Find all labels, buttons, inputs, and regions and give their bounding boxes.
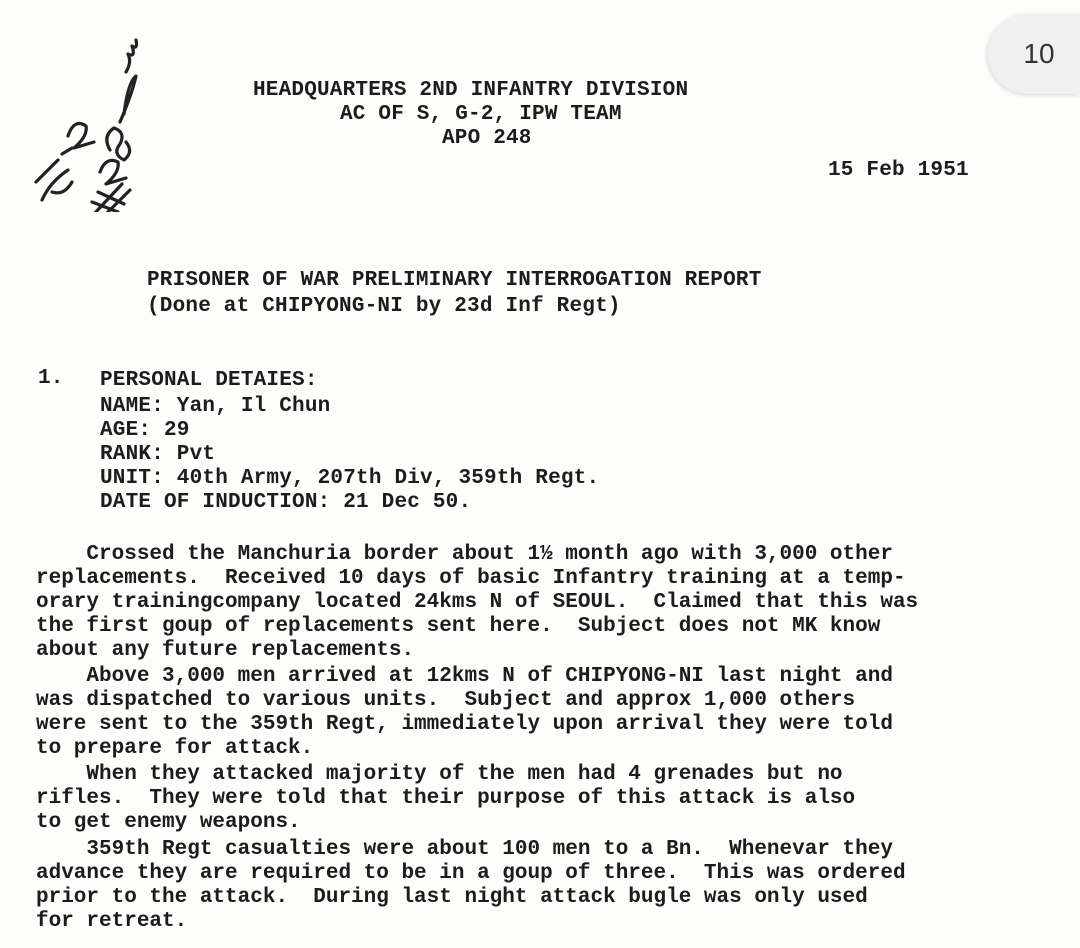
paragraph-line: was dispatched to various units. Subject and approx 1,000 others <box>36 689 856 712</box>
detail-age: AGE: 29 <box>100 419 190 442</box>
paragraph-line: the first goup of replacements sent here. Subject does not MK know <box>36 615 881 638</box>
detail-induction: DATE OF INDUCTION: 21 Dec 50. <box>100 491 472 514</box>
paragraph-line: Above 3,000 men arrived at 12kms N of CHIPYONG-NI last night and <box>36 665 893 688</box>
report-date: 15 Feb 1951 <box>828 159 969 182</box>
paragraph-line: advance they are required to be in a goup of three. This was ordered <box>36 862 906 885</box>
report-subtitle: (Done at CHIPYONG-NI by 23d Inf Regt) <box>147 295 621 318</box>
paragraph-3 <box>36 763 1076 835</box>
paragraph-line: prior to the attack. During last night attack bugle was only used <box>36 886 868 909</box>
handwritten-annotation-icon <box>28 32 138 212</box>
header-line-3: APO 248 <box>442 127 532 150</box>
paragraph-line: to prepare for attack. <box>36 737 314 760</box>
section-number: 1. <box>38 367 64 390</box>
detail-unit: UNIT: 40th Army, 207th Div, 359th Regt. <box>100 467 600 490</box>
paragraph-line: were sent to the 359th Regt, immediately upon arrival they were told <box>36 713 893 736</box>
paragraph-line: rifles. They were told that their purpose of this attack is also <box>36 787 856 810</box>
section-heading: PERSONAL DETAIES: <box>100 369 318 392</box>
paragraph-line: Crossed the Manchuria border about 1½ month ago with 3,000 other <box>36 543 893 566</box>
page-indicator <box>988 14 1080 94</box>
detail-name: NAME: Yan, Il Chun <box>100 395 331 418</box>
paragraph-line: When they attacked majority of the men had 4 grenades but no <box>36 763 843 786</box>
paragraph-line: for retreat. <box>36 910 188 933</box>
paragraph-line: to get enemy weapons. <box>36 811 301 834</box>
header-line-1: HEADQUARTERS 2ND INFANTRY DIVISION <box>253 79 689 102</box>
header-line-2: AC OF S, G-2, IPW TEAM <box>340 103 622 126</box>
report-title: PRISONER OF WAR PRELIMINARY INTERROGATION REPORT <box>147 269 762 292</box>
paragraph-4 <box>36 838 1076 934</box>
paragraph-1 <box>36 543 1076 663</box>
page-number: 10 <box>1023 38 1055 69</box>
paragraph-line: about any future replacements. <box>36 639 415 662</box>
paragraph-2 <box>36 665 1076 761</box>
paragraph-line: 359th Regt casualties were about 100 men to a Bn. Whenevar they <box>36 838 893 861</box>
paragraph-line: orary trainingcompany located 24kms N of SEOUL. Claimed that this was <box>36 591 919 614</box>
detail-rank: RANK: Pvt <box>100 443 216 466</box>
paragraph-line: replacements. Received 10 days of basic Infantry training at a temp- <box>36 567 906 590</box>
